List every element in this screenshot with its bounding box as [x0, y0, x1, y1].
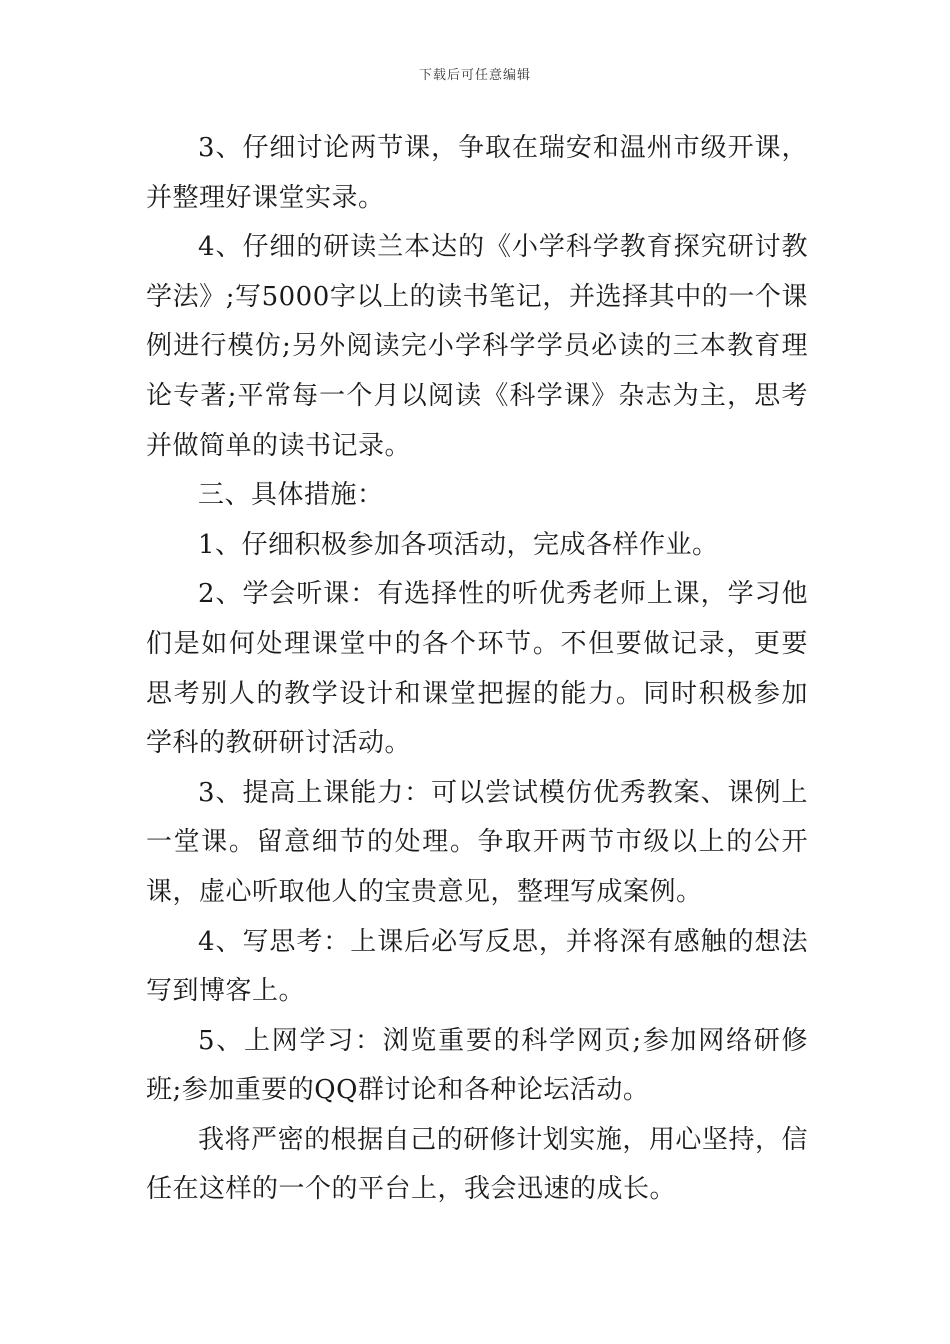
paragraph-conclusion: 我将严密的根据自己的研修计划实施，用心坚持，信任在这样的一个的平台上，我会迅速的成长。 — [146, 1124, 808, 1205]
document-body — [146, 124, 808, 1215]
paragraph-measure-5: 5、上网学习：浏览重要的科学网页;参加网络研修班;参加重要的QQ群讨论和各种论坛活动。 — [146, 1025, 808, 1106]
paragraph-measure-3: 3、提高上课能力：可以尝试模仿优秀教案、课例上一堂课。留意细节的处理。争取开两节市级以上的公开课，虚心听取他人的宝贵意见，整理写成案例。 — [146, 777, 808, 907]
paragraph-goal-4: 4、仔细的研读兰本达的《小学科学教育探究研讨教学法》;写5000字以上的读书笔记，并选择其中的一个课例进行模仿;另外阅读完小学科学学员必读的三本教育理论专著;平常每一个月以阅读《科学课》杂志为主，思考并做简单的读书记录。 — [146, 232, 808, 461]
page-header: 下载后可任意编辑 — [418, 68, 531, 83]
paragraph-measure-1: 1、仔细积极参加各项活动，完成各样作业。 — [198, 529, 719, 560]
paragraph-measure-4: 4、写思考：上课后必写反思，并将深有感触的想法写到博客上。 — [146, 926, 808, 1007]
section-heading-measures: 三、具体措施： — [198, 480, 384, 511]
paragraph-measure-2: 2、学会听课：有选择性的听优秀老师上课，学习他们是如何处理课堂中的各个环节。不但要做记录，更要思考别人的教学设计和课堂把握的能力。同时积极参加学科的教研研讨活动。 — [146, 579, 808, 759]
paragraph-goal-3: 3、仔细讨论两节课，争取在瑞安和温州市级开课，并整理好课堂实录。 — [146, 133, 808, 213]
